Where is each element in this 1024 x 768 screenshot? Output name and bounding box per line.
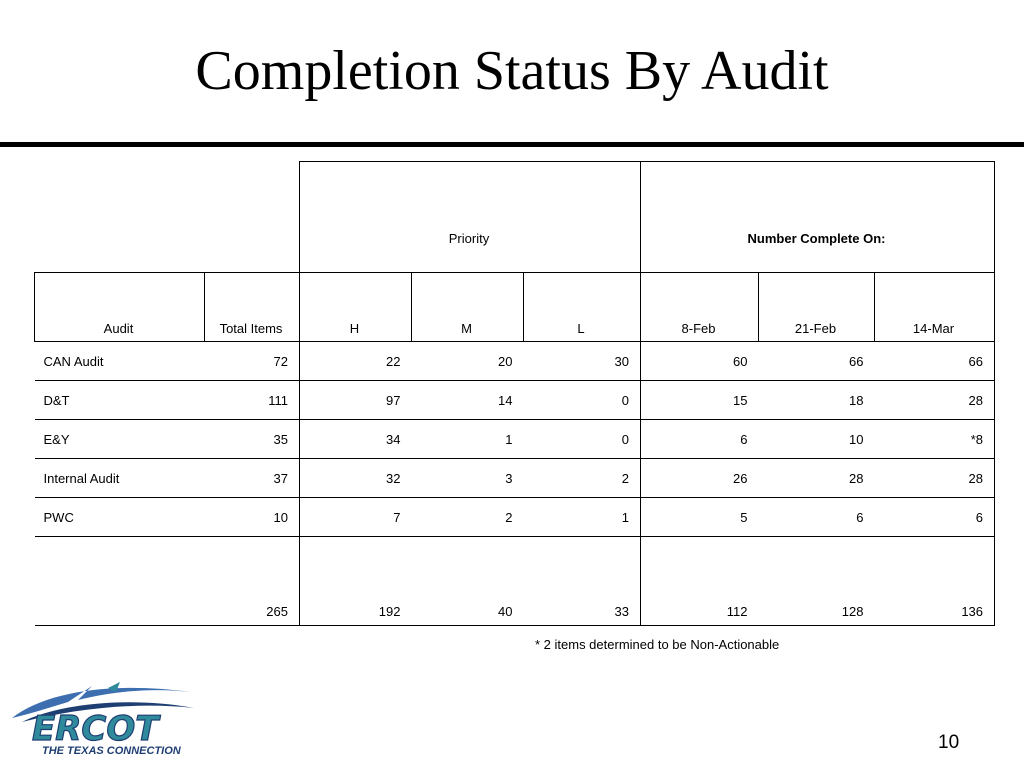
m-cell: 20 <box>412 342 524 381</box>
page-number: 10 <box>938 732 960 753</box>
total-items-cell: 10 <box>205 498 300 537</box>
total-items-cell: 111 <box>205 381 300 420</box>
h-cell: 32 <box>300 459 412 498</box>
col-header-8-feb: 8-Feb <box>641 273 759 342</box>
col-header-m: M <box>412 273 524 342</box>
table-row <box>35 459 995 498</box>
mar14-cell: 28 <box>875 459 995 498</box>
col-header-l: L <box>524 273 641 342</box>
slide-title: Completion Status By Audit <box>195 40 829 102</box>
mar14-cell: *8 <box>875 420 995 459</box>
group-header-row <box>35 162 995 273</box>
m-total: 40 <box>412 537 524 626</box>
feb8-cell: 60 <box>641 342 759 381</box>
col-header-audit: Audit <box>35 273 205 342</box>
feb8-total: 112 <box>641 537 759 626</box>
audit-name-cell: CAN Audit <box>35 342 205 381</box>
totals-row <box>35 537 995 626</box>
m-cell: 14 <box>412 381 524 420</box>
feb8-cell: 26 <box>641 459 759 498</box>
total-items-cell: 72 <box>205 342 300 381</box>
m-cell: 2 <box>412 498 524 537</box>
total-items-cell: 35 <box>205 420 300 459</box>
logo-tagline: THE TEXAS CONNECTION <box>42 745 181 757</box>
audit-name-cell: D&T <box>35 381 205 420</box>
feb21-cell: 18 <box>759 381 875 420</box>
col-header-total-items: Total Items <box>205 273 300 342</box>
feb21-cell: 10 <box>759 420 875 459</box>
priority-group-header: Priority <box>300 162 641 273</box>
feb8-cell: 5 <box>641 498 759 537</box>
audit-name-cell: PWC <box>35 498 205 537</box>
l-cell: 0 <box>524 420 641 459</box>
table-row <box>35 381 995 420</box>
feb21-cell: 6 <box>759 498 875 537</box>
col-header-14-mar: 14-Mar <box>875 273 995 342</box>
audit-name-cell: E&Y <box>35 420 205 459</box>
mar14-total: 136 <box>875 537 995 626</box>
feb21-total: 128 <box>759 537 875 626</box>
total-items-total: 265 <box>205 537 300 626</box>
ercot-logo <box>8 678 198 760</box>
feb8-cell: 6 <box>641 420 759 459</box>
totals-label-cell <box>35 537 205 626</box>
audit-name-cell: Internal Audit <box>35 459 205 498</box>
table-row <box>35 342 995 381</box>
audit-status-table <box>34 161 995 626</box>
l-cell: 0 <box>524 381 641 420</box>
l-cell: 30 <box>524 342 641 381</box>
m-cell: 1 <box>412 420 524 459</box>
complete-group-header: Number Complete On: <box>641 162 995 273</box>
l-total: 33 <box>524 537 641 626</box>
title-divider <box>0 142 1024 147</box>
feb8-cell: 15 <box>641 381 759 420</box>
total-items-cell: 37 <box>205 459 300 498</box>
feb21-cell: 28 <box>759 459 875 498</box>
h-total: 192 <box>300 537 412 626</box>
m-cell: 3 <box>412 459 524 498</box>
col-header-21-feb: 21-Feb <box>759 273 875 342</box>
table-row <box>35 420 995 459</box>
table-row <box>35 498 995 537</box>
h-cell: 7 <box>300 498 412 537</box>
mar14-cell: 66 <box>875 342 995 381</box>
footnote: * 2 items determined to be Non-Actionable <box>535 637 780 652</box>
feb21-cell: 66 <box>759 342 875 381</box>
column-header-row <box>35 273 995 342</box>
logo-wordmark: ERCOT <box>32 709 159 749</box>
col-header-h: H <box>300 273 412 342</box>
h-cell: 97 <box>300 381 412 420</box>
h-cell: 22 <box>300 342 412 381</box>
l-cell: 2 <box>524 459 641 498</box>
mar14-cell: 6 <box>875 498 995 537</box>
mar14-cell: 28 <box>875 381 995 420</box>
l-cell: 1 <box>524 498 641 537</box>
h-cell: 34 <box>300 420 412 459</box>
